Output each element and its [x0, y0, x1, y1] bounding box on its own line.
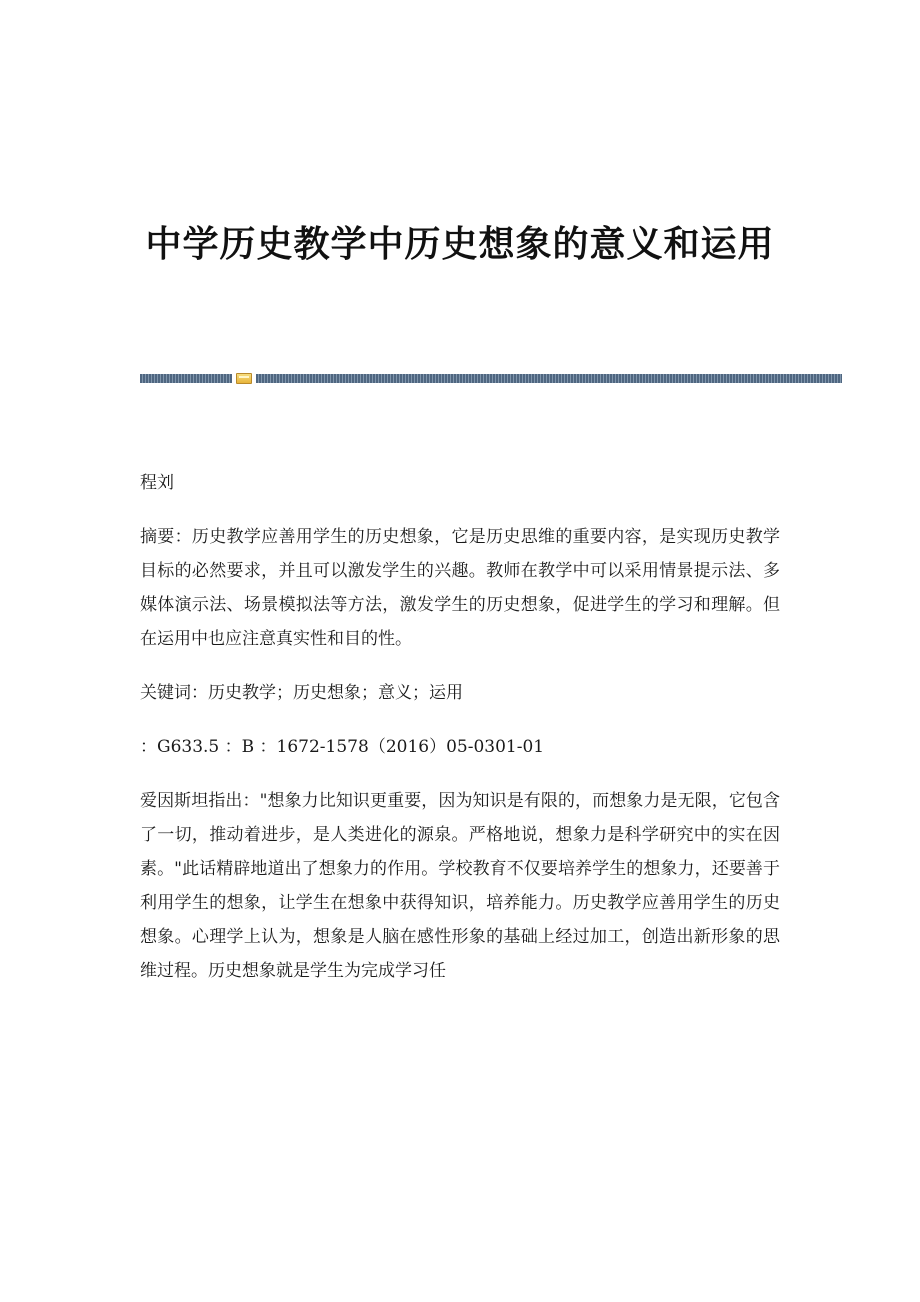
body-paragraph: 爱因斯坦指出："想象力比知识更重要，因为知识是有限的，而想象力是无限，它包含了一切，推动着进步，是人类进化的源泉。严格地说，想象力是科学研究中的实在因素。"此话精辟地道出了想象力的作用。学校教育不仅要培养学生的想象力，还要善于利用学生的想象，让学生在想象中获得知识，培养能力。历史教学应善用学生的历史想象。心理学上认为，想象是人脑在感性形象的基础上经过加工，创造出新形象的思维过程。历史想象就是学生为完成学习任 — [140, 791, 780, 981]
divider-ornament-icon — [236, 373, 252, 384]
keywords-line: 关键词：历史教学；历史想象；意义；运用 — [140, 683, 463, 703]
abstract-paragraph: 摘要：历史教学应善用学生的历史想象，它是历史思维的重要内容，是实现历史教学目标的必然要求，并且可以激发学生的兴趣。教师在教学中可以采用情景提示法、多媒体演示法、场景模拟法等方法，激发学生的历史想象，促进学生的学习和理解。但在运用中也应注意真实性和目的性。 — [140, 527, 780, 649]
document-title: 中学历史教学中历史想象的意义和运用 — [145, 224, 775, 265]
author-name: 程刘 — [140, 473, 174, 493]
title-divider-left — [140, 374, 232, 383]
title-divider-right — [256, 374, 842, 383]
document-body — [140, 466, 780, 988]
classification-line: ：G633.5 ：B ：1672-1578（2016）05-0301-01 — [140, 737, 545, 757]
